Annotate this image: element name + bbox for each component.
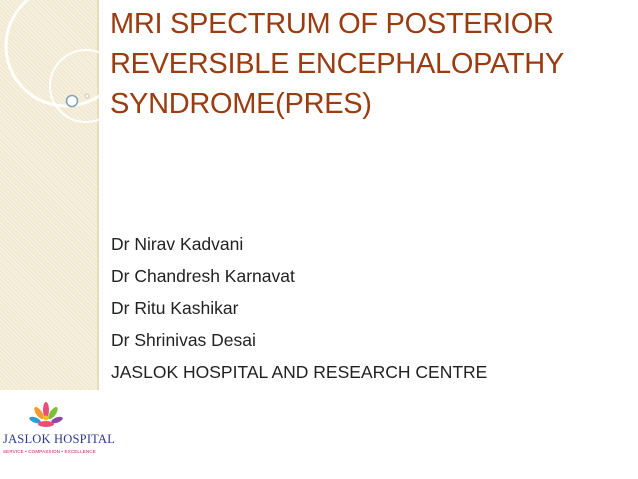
logo-name: JASLOK HOSPITAL	[3, 432, 116, 446]
title-line: SYNDROME(PRES)	[110, 88, 372, 120]
slide-title	[110, 4, 630, 124]
author-item: Dr Ritu Kashikar	[111, 298, 239, 318]
institution-name: JASLOK HOSPITAL AND RESEARCH CENTRE	[111, 362, 488, 382]
title-line: REVERSIBLE ENCEPHALOPATHY	[110, 48, 564, 80]
tiny-dot	[85, 94, 89, 98]
large-arc	[6, 0, 126, 106]
small-ring	[67, 96, 78, 107]
author-item: Dr Chandresh Karnavat	[111, 266, 295, 286]
author-item: Dr Nirav Kadvani	[111, 234, 244, 254]
title-line: MRI SPECTRUM OF POSTERIOR	[110, 8, 554, 40]
logo-tagline: SERVICE • COMPASSION • EXCELLENCE	[3, 449, 96, 454]
author-list	[111, 228, 631, 388]
author-item: Dr Shrinivas Desai	[111, 330, 256, 350]
